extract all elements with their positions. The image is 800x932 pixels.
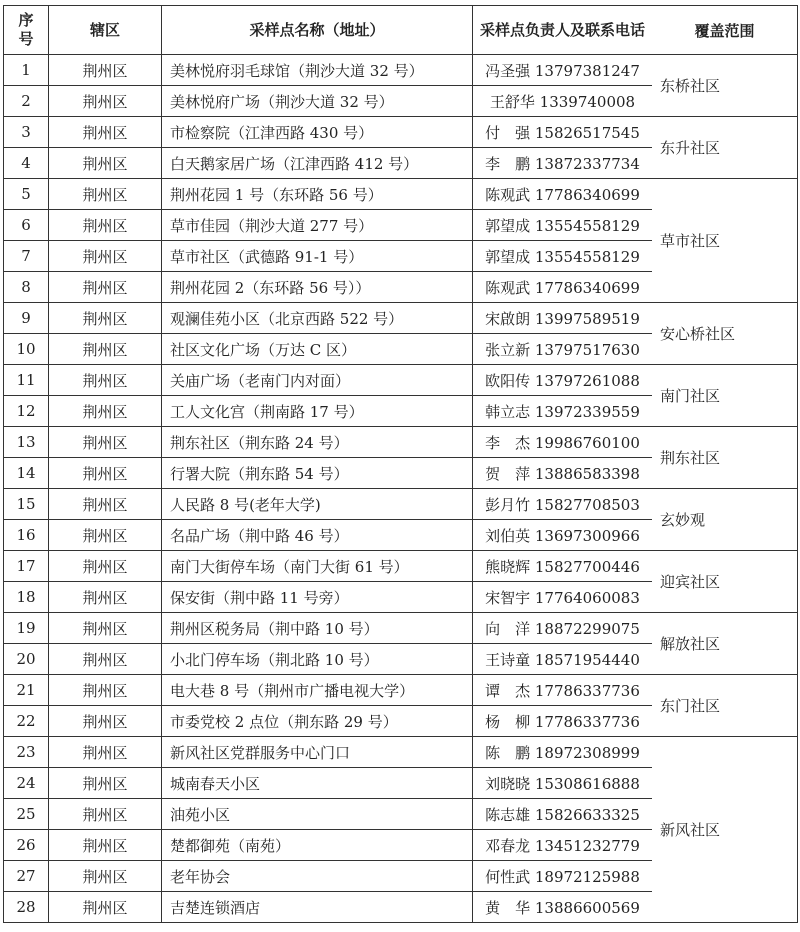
row-index: 18 bbox=[4, 582, 49, 613]
table-row bbox=[4, 675, 653, 706]
row-district: 荆州区 bbox=[49, 768, 162, 799]
row-contact: 刘晓晓 15308616888 bbox=[473, 768, 653, 799]
row-site: 人民路 8 号(老年大学) bbox=[162, 489, 473, 520]
coverage-cell: 安心桥社区 bbox=[652, 302, 798, 365]
row-site: 保安街（荆中路 11 号旁） bbox=[162, 582, 473, 613]
row-site: 城南春天小区 bbox=[162, 768, 473, 799]
row-site: 市检察院（江津西路 430 号） bbox=[162, 117, 473, 148]
row-contact: 王舒华 1339740008 bbox=[473, 86, 653, 117]
row-index: 4 bbox=[4, 148, 49, 179]
row-site: 行署大院（荆东路 54 号） bbox=[162, 458, 473, 489]
row-district: 荆州区 bbox=[49, 675, 162, 706]
row-contact: 向 洋 18872299075 bbox=[473, 613, 653, 644]
row-contact: 杨 柳 17786337736 bbox=[473, 706, 653, 737]
row-district: 荆州区 bbox=[49, 179, 162, 210]
row-district: 荆州区 bbox=[49, 86, 162, 117]
table-row bbox=[4, 768, 653, 799]
sampling-sites-table bbox=[3, 5, 653, 923]
table-row bbox=[4, 892, 653, 923]
table-row bbox=[4, 799, 653, 830]
row-district: 荆州区 bbox=[49, 613, 162, 644]
table-row bbox=[4, 830, 653, 861]
row-site: 市委党校 2 点位（荆东路 29 号） bbox=[162, 706, 473, 737]
row-contact: 宋智宇 17764060083 bbox=[473, 582, 653, 613]
row-index: 25 bbox=[4, 799, 49, 830]
row-index: 2 bbox=[4, 86, 49, 117]
coverage-cell: 解放社区 bbox=[652, 612, 798, 675]
row-contact: 熊晓辉 15827700446 bbox=[473, 551, 653, 582]
header-site: 采样点名称（地址） bbox=[162, 6, 473, 55]
row-site: 油苑小区 bbox=[162, 799, 473, 830]
table-row bbox=[4, 427, 653, 458]
row-contact: 张立新 13797517630 bbox=[473, 334, 653, 365]
row-site: 老年协会 bbox=[162, 861, 473, 892]
row-site: 草市社区（武德路 91-1 号） bbox=[162, 241, 473, 272]
row-district: 荆州区 bbox=[49, 520, 162, 551]
row-index: 20 bbox=[4, 644, 49, 675]
row-contact: 彭月竹 15827708503 bbox=[473, 489, 653, 520]
row-index: 6 bbox=[4, 210, 49, 241]
row-contact: 陈 鹏 18972308999 bbox=[473, 737, 653, 768]
row-contact: 何性武 18972125988 bbox=[473, 861, 653, 892]
coverage-cell: 东门社区 bbox=[652, 674, 798, 737]
coverage-cell: 玄妙观 bbox=[652, 488, 798, 551]
coverage-cell: 东升社区 bbox=[652, 116, 798, 179]
table-row bbox=[4, 241, 653, 272]
table-row bbox=[4, 396, 653, 427]
row-site: 荆州区税务局（荆中路 10 号） bbox=[162, 613, 473, 644]
row-district: 荆州区 bbox=[49, 117, 162, 148]
row-index: 5 bbox=[4, 179, 49, 210]
row-site: 新风社区党群服务中心门口 bbox=[162, 737, 473, 768]
table-row bbox=[4, 55, 653, 86]
row-index: 19 bbox=[4, 613, 49, 644]
row-index: 21 bbox=[4, 675, 49, 706]
table-row bbox=[4, 582, 653, 613]
table-row bbox=[4, 737, 653, 768]
row-district: 荆州区 bbox=[49, 830, 162, 861]
coverage-cell: 新风社区 bbox=[652, 736, 798, 923]
row-district: 荆州区 bbox=[49, 303, 162, 334]
row-index: 7 bbox=[4, 241, 49, 272]
row-site: 名品广场（荆中路 46 号） bbox=[162, 520, 473, 551]
row-contact: 邓春龙 13451232779 bbox=[473, 830, 653, 861]
row-district: 荆州区 bbox=[49, 272, 162, 303]
row-district: 荆州区 bbox=[49, 706, 162, 737]
row-district: 荆州区 bbox=[49, 365, 162, 396]
table-row bbox=[4, 117, 653, 148]
row-district: 荆州区 bbox=[49, 55, 162, 86]
row-site: 荆州花园 2（东环路 56 号）） bbox=[162, 272, 473, 303]
table-row bbox=[4, 86, 653, 117]
row-district: 荆州区 bbox=[49, 799, 162, 830]
table-row bbox=[4, 458, 653, 489]
row-site: 南门大街停车场（南门大街 61 号） bbox=[162, 551, 473, 582]
row-site: 荆东社区（荆东路 24 号） bbox=[162, 427, 473, 458]
row-district: 荆州区 bbox=[49, 644, 162, 675]
row-index: 16 bbox=[4, 520, 49, 551]
row-district: 荆州区 bbox=[49, 582, 162, 613]
coverage-cell: 草市社区 bbox=[652, 178, 798, 303]
row-district: 荆州区 bbox=[49, 210, 162, 241]
row-district: 荆州区 bbox=[49, 148, 162, 179]
row-site: 楚都御苑（南苑） bbox=[162, 830, 473, 861]
row-index: 24 bbox=[4, 768, 49, 799]
row-site: 社区文化广场（万达 C 区） bbox=[162, 334, 473, 365]
row-site: 观澜佳苑小区（北京西路 522 号） bbox=[162, 303, 473, 334]
row-index: 10 bbox=[4, 334, 49, 365]
table-row bbox=[4, 706, 653, 737]
table-row bbox=[4, 861, 653, 892]
row-site: 吉楚连锁酒店 bbox=[162, 892, 473, 923]
row-district: 荆州区 bbox=[49, 427, 162, 458]
row-district: 荆州区 bbox=[49, 489, 162, 520]
row-index: 13 bbox=[4, 427, 49, 458]
table-row bbox=[4, 489, 653, 520]
row-index: 15 bbox=[4, 489, 49, 520]
row-district: 荆州区 bbox=[49, 396, 162, 427]
row-district: 荆州区 bbox=[49, 861, 162, 892]
row-contact: 郭望成 13554558129 bbox=[473, 241, 653, 272]
header-index: 序号 bbox=[4, 6, 49, 55]
table-row bbox=[4, 644, 653, 675]
row-index: 26 bbox=[4, 830, 49, 861]
row-site: 美林悦府羽毛球馆（荆沙大道 32 号） bbox=[162, 55, 473, 86]
table-row bbox=[4, 365, 653, 396]
row-district: 荆州区 bbox=[49, 892, 162, 923]
row-contact: 冯圣强 13797381247 bbox=[473, 55, 653, 86]
table-header-row bbox=[4, 6, 653, 55]
row-contact: 韩立志 13972339559 bbox=[473, 396, 653, 427]
row-contact: 刘伯英 13697300966 bbox=[473, 520, 653, 551]
header-district: 辖区 bbox=[49, 6, 162, 55]
row-contact: 贺 萍 13886583398 bbox=[473, 458, 653, 489]
row-index: 3 bbox=[4, 117, 49, 148]
row-site: 美林悦府广场（荆沙大道 32 号） bbox=[162, 86, 473, 117]
table-row bbox=[4, 551, 653, 582]
row-contact: 宋啟朗 13997589519 bbox=[473, 303, 653, 334]
row-district: 荆州区 bbox=[49, 241, 162, 272]
table-row bbox=[4, 179, 653, 210]
row-district: 荆州区 bbox=[49, 551, 162, 582]
row-site: 小北门停车场（荆北路 10 号） bbox=[162, 644, 473, 675]
row-contact: 欧阳传 13797261088 bbox=[473, 365, 653, 396]
table-row bbox=[4, 520, 653, 551]
row-site: 荆州花园 1 号（东环路 56 号） bbox=[162, 179, 473, 210]
row-index: 11 bbox=[4, 365, 49, 396]
table-row bbox=[4, 334, 653, 365]
row-contact: 李 鹏 13872337734 bbox=[473, 148, 653, 179]
row-contact: 谭 杰 17786337736 bbox=[473, 675, 653, 706]
table-row bbox=[4, 613, 653, 644]
row-index: 17 bbox=[4, 551, 49, 582]
row-district: 荆州区 bbox=[49, 737, 162, 768]
row-contact: 王诗童 18571954440 bbox=[473, 644, 653, 675]
row-index: 28 bbox=[4, 892, 49, 923]
row-site: 工人文化宫（荆南路 17 号） bbox=[162, 396, 473, 427]
table-row bbox=[4, 303, 653, 334]
table-body bbox=[4, 55, 653, 923]
row-index: 27 bbox=[4, 861, 49, 892]
row-contact: 郭望成 13554558129 bbox=[473, 210, 653, 241]
row-district: 荆州区 bbox=[49, 458, 162, 489]
table-row bbox=[4, 148, 653, 179]
row-district: 荆州区 bbox=[49, 334, 162, 365]
row-contact: 陈志雄 15826633325 bbox=[473, 799, 653, 830]
coverage-cell: 南门社区 bbox=[652, 364, 798, 427]
header-coverage: 覆盖范围 bbox=[652, 5, 798, 55]
table-row bbox=[4, 210, 653, 241]
row-site: 白天鹅家居广场（江津西路 412 号） bbox=[162, 148, 473, 179]
row-index: 1 bbox=[4, 55, 49, 86]
row-site: 草市佳园（荆沙大道 277 号） bbox=[162, 210, 473, 241]
row-site: 关庙广场（老南门内对面） bbox=[162, 365, 473, 396]
table-row bbox=[4, 272, 653, 303]
row-contact: 黄 华 13886600569 bbox=[473, 892, 653, 923]
row-index: 9 bbox=[4, 303, 49, 334]
coverage-cell: 迎宾社区 bbox=[652, 550, 798, 613]
row-index: 12 bbox=[4, 396, 49, 427]
row-index: 22 bbox=[4, 706, 49, 737]
row-contact: 陈观武 17786340699 bbox=[473, 179, 653, 210]
row-index: 23 bbox=[4, 737, 49, 768]
row-contact: 陈观武 17786340699 bbox=[473, 272, 653, 303]
row-index: 14 bbox=[4, 458, 49, 489]
coverage-cell: 东桥社区 bbox=[652, 54, 798, 117]
row-index: 8 bbox=[4, 272, 49, 303]
coverage-cell: 荆东社区 bbox=[652, 426, 798, 489]
row-contact: 李 杰 19986760100 bbox=[473, 427, 653, 458]
row-site: 电大巷 8 号（荆州市广播电视大学） bbox=[162, 675, 473, 706]
row-contact: 付 强 15826517545 bbox=[473, 117, 653, 148]
header-contact: 采样点负责人及联系电话 bbox=[473, 6, 653, 55]
